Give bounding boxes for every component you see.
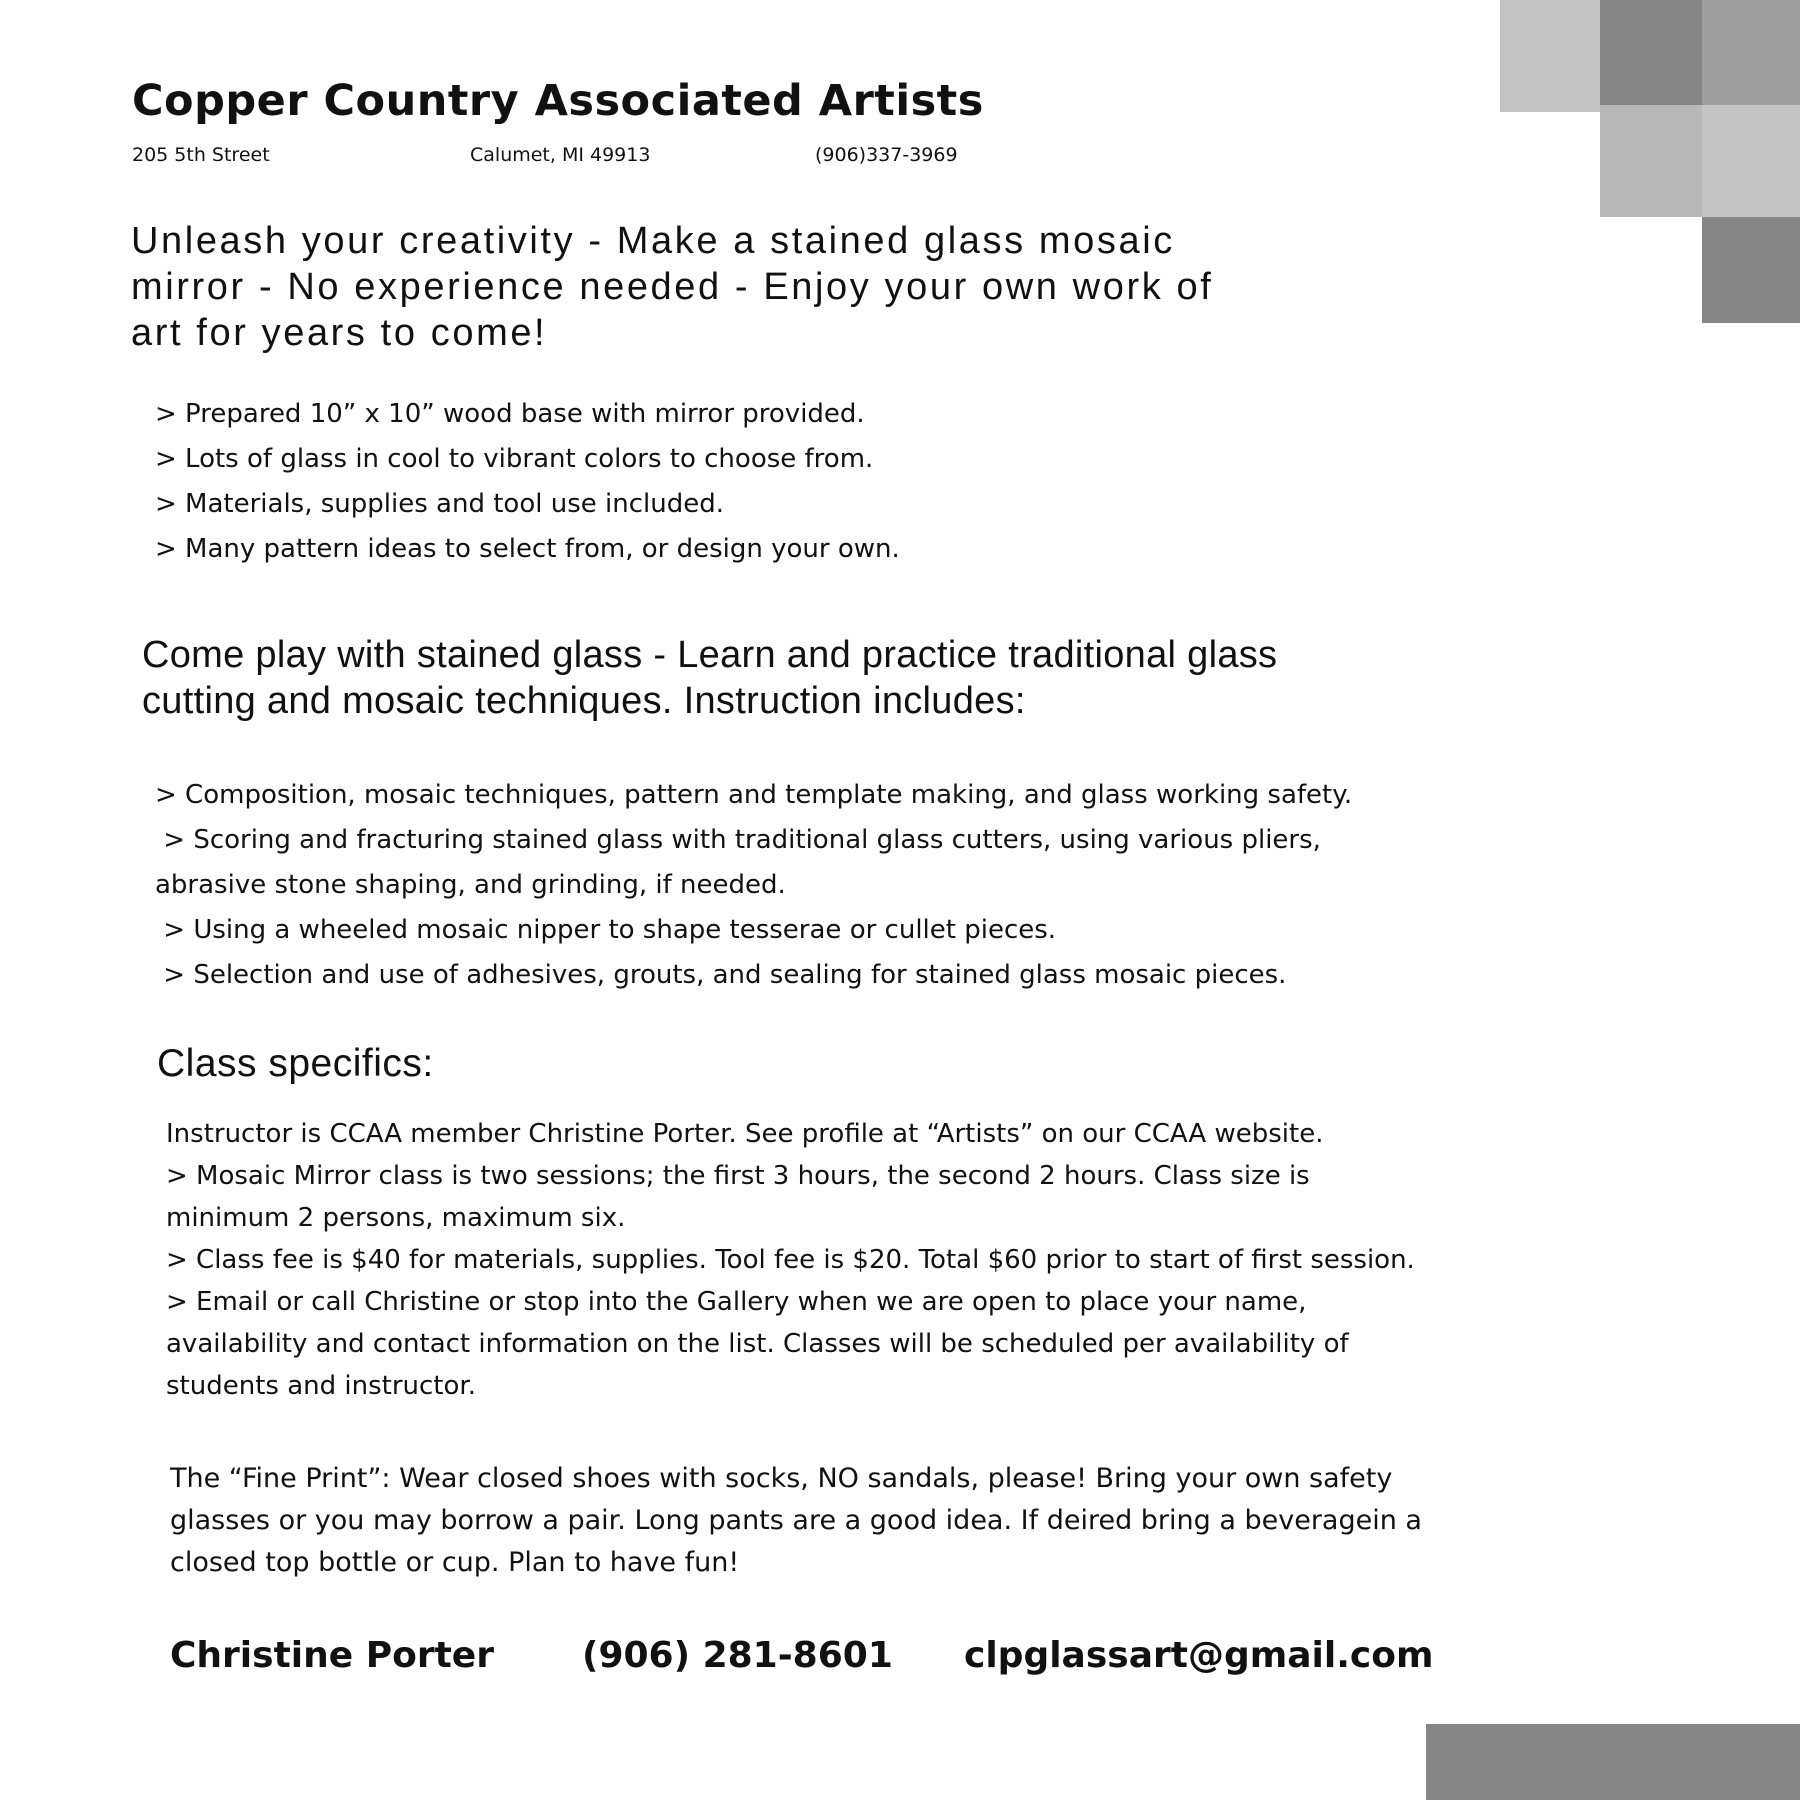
play-paragraph — [142, 632, 1277, 724]
decorative-square — [1600, 0, 1702, 105]
contact-name: Christine Porter — [170, 1635, 494, 1676]
decorative-square — [1500, 0, 1602, 112]
fine-print-line: closed top bottle or cup. Plan to have fun! — [170, 1547, 740, 1578]
address-street: 205 5th Street — [132, 144, 270, 166]
list-item: > Lots of glass in cool to vibrant colors to choose from. — [155, 444, 874, 474]
intro-line: mirror - No experience needed - Enjoy your own work of — [131, 266, 1214, 308]
decorative-square — [1600, 105, 1702, 217]
address-city: Calumet, MI 49913 — [470, 144, 651, 166]
decorative-bar-bottom — [1426, 1724, 1800, 1800]
specifics-line: Instructor is CCAA member Christine Porter. See profile at “Artists” on our CCAA website. — [166, 1119, 1324, 1149]
play-line: cutting and mosaic techniques. Instruction includes: — [142, 680, 1026, 722]
play-line: Come play with stained glass - Learn and practice traditional glass — [142, 634, 1278, 676]
org-name: Copper Country Associated Artists — [132, 76, 984, 126]
fine-print-line: The “Fine Print”: Wear closed shoes with socks, NO sandals, please! Bring your own safety — [170, 1463, 1393, 1494]
intro-line: Unleash your creativity - Make a stained glass mosaic — [131, 220, 1175, 262]
instruction-list — [155, 773, 1352, 998]
specifics-line: > Class fee is $40 for materials, supplies. Tool fee is $20. Total $60 prior to start of first session. — [166, 1245, 1415, 1275]
specifics-line: students and instructor. — [166, 1371, 476, 1401]
contact-email[interactable]: clpglassart@gmail.com — [964, 1635, 1434, 1676]
specifics-line: availability and contact information on the list. Classes will be scheduled per availability of — [166, 1329, 1349, 1359]
fine-print — [170, 1458, 1422, 1584]
list-item: abrasive stone shaping, and grinding, if needed. — [155, 870, 786, 900]
contact-phone[interactable]: (906) 281-8601 — [582, 1635, 893, 1676]
class-specifics-heading: Class specifics: — [157, 1042, 434, 1085]
decorative-square — [1702, 217, 1800, 323]
list-item: > Many pattern ideas to select from, or design your own. — [155, 534, 900, 564]
decorative-square — [1702, 105, 1800, 217]
fine-print-line: glasses or you may borrow a pair. Long pants are a good idea. If deired bring a beveragein a — [170, 1505, 1422, 1536]
list-item: > Composition, mosaic techniques, pattern and template making, and glass working safety. — [155, 780, 1353, 810]
list-item: > Selection and use of adhesives, grouts, and sealing for stained glass mosaic pieces. — [155, 960, 1287, 990]
specifics-line: > Mosaic Mirror class is two sessions; the first 3 hours, the second 2 hours. Class size is — [166, 1161, 1310, 1191]
org-phone: (906)337-3969 — [815, 144, 958, 166]
specifics-line: minimum 2 persons, maximum six. — [166, 1203, 626, 1233]
specifics-line: > Email or call Christine or stop into the Gallery when we are open to place your name, — [166, 1287, 1307, 1317]
list-item: > Materials, supplies and tool use included. — [155, 489, 724, 519]
list-item: > Prepared 10” x 10” wood base with mirror provided. — [155, 399, 865, 429]
list-item: > Using a wheeled mosaic nipper to shape tesserae or cullet pieces. — [155, 915, 1057, 945]
class-specifics-text — [166, 1113, 1415, 1407]
list-item: > Scoring and fracturing stained glass with traditional glass cutters, using various pliers, — [155, 825, 1321, 855]
provided-list — [155, 392, 900, 572]
intro-line: art for years to come! — [131, 312, 548, 354]
decorative-square — [1702, 0, 1800, 105]
intro-paragraph — [131, 218, 1213, 356]
